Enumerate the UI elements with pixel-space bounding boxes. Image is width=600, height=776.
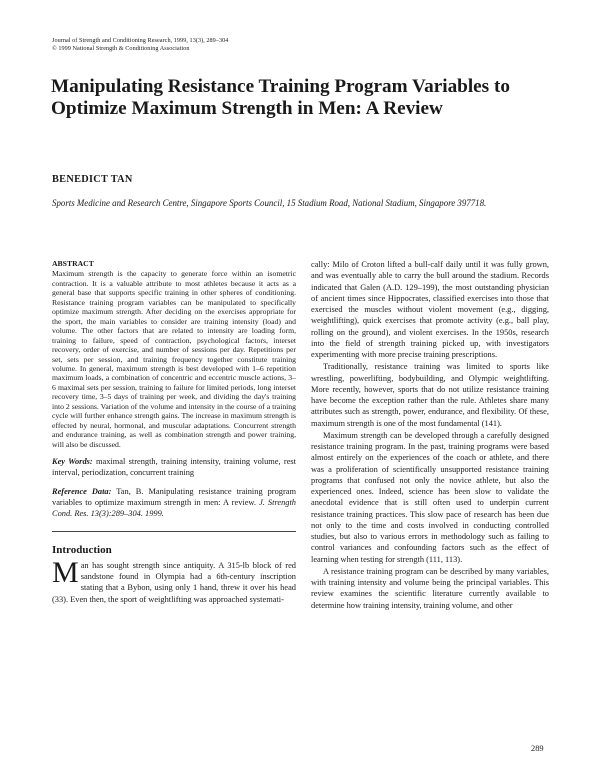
introduction-heading: Introduction [52,544,112,557]
paragraph-1 [311,259,549,360]
paragraph-2: Traditionally, resistance training was limited to sports like wrestling, powerlifting, bodybuilding, and Olympic weightlifting. More recently, however, sports that do not utilize resistance training have become the exception rather than the rule. Athletes share many attributes such as strength, power, endurance, and flexibility. Of these, maximum strength is one of the most fundamental (141). [311,362,549,428]
section-divider [52,531,296,532]
introduction-text [52,555,296,605]
journal-citation-line: Journal of Strength and Conditioning Research, 1999, 13(3), 289–304 [52,37,229,44]
reference-citation: J. Strength Cond. Res. 13(3):289–304. 1999. [52,497,296,519]
right-column [311,259,549,612]
author-affiliation: Sports Medicine and Research Centre, Singapore Sports Council, 15 Stadium Road, National Stadium, Singapore 397718. [52,198,487,208]
keywords [52,456,296,479]
keywords-text: maximal strength, training intensity, training volume, rest interval, periodization, concurrent training [52,457,296,478]
paragraph-4: A resistance training program can be described by many variables, with training intensity and volume being the principal variables. This review examines the scientific literature currently available to determine how training intensity, training volume, and other [311,566,549,610]
copyright-line: © 1999 National Strength & Conditioning Association [52,45,190,52]
abstract-text: Maximum strength is the capacity to generate force within an isometric contraction. It is a valuable attribute to most athletes because it acts as a general base that supports specific training in other spheres of conditioning. Resistance training program variables can be manipulated to specifically optimize maximum strength. After deciding on the exercises appropriate for the sport, the main variables to consider are training intensity (load) and volume. The other factors that are related to intensity are loading form, training to failure, speed of contraction, psychological factors, interset recovery, order of exercise, and number of sessions per day. Repetitions per set, sets per session, and training frequency together constitute training volume. In general, maximum strength is best developed with 1–6 repetition maximum loads, a combination of concentric and eccentric muscle actions, 3–6 maximal sets per session, training to failure for limited periods, long interset recovery time, 3–5 days of training per week, and dividing the day's training into 2 sessions. Variation of the volume and intensity in the course of a training cycle will further enhance strength gains. The increase in maximum strength is effected by neural, hormonal, and muscular adaptations. Concurrent strength and endurance training, as well as combination strength and power training, will also be discussed. [52,269,296,449]
paragraph-1-part-b: 129–199), the most outstanding physician of ancient times since Hippocrates, classified exercises into those that exercised the muscles without violent movement (e.g., digging, weightlifting), quick exercises that promote activity (e.g., ball play, rolling on the ground), and violent exercises. In the 1950s, research into the field of strength training picked up, with investigators experimenting with more precise training prescriptions. [311,282,549,359]
abstract-heading: ABSTRACT [52,259,94,268]
author-name: BENEDICT TAN [52,174,133,185]
reference-data [52,486,296,520]
article-title: Manipulating Resistance Training Program Variables to Optimize Maximum Strength in Men: A Review [51,76,510,119]
reference-text: Tan, B. Manipulating resistance training program variables to optimize maximum strength in men: A review. [52,486,296,507]
page-number: 289 [531,744,544,753]
reference-label: Reference Data: [52,486,112,496]
introduction-body: an has sought strength since antiquity. A 315-lb block of red sandstone found in Olympia had a 6th-century inscription stating that a Bybon, using only 1 hand, threw it over his head (33). Even then, the sport of weightlifting was approached systemati- [52,560,296,604]
era-label: A.D. [385,282,403,292]
paragraph-1-part-a: cally: Milo of Croton lifted a bull-calf daily until it was fully grown, and was eventually able to carry the bull around the stadium. Records indicated that Galen ( [311,260,549,292]
left-column [52,259,296,605]
drop-cap: M [52,555,79,589]
keywords-label: Key Words: [52,457,93,467]
paragraph-3: Maximum strength can be developed through a carefully designed resistance training program. In the past, training programs were based almost entirely on the experiences of the coach or athlete, and there was a proliferation of scientifically unsupported resistance training programs that confused not only the novice athlete, but also the experienced ones. Indeed, science has been slow to validate the anecdotal evidence that is still often used to underpin current resistance training practices. This slow pace of research has been due not only to the time and costs involved in conducting controlled studies, but also to various errors in methodology such as failing to control variances and confounding factors such as the effect of learning when testing for strength (111, 113). [311,430,549,564]
